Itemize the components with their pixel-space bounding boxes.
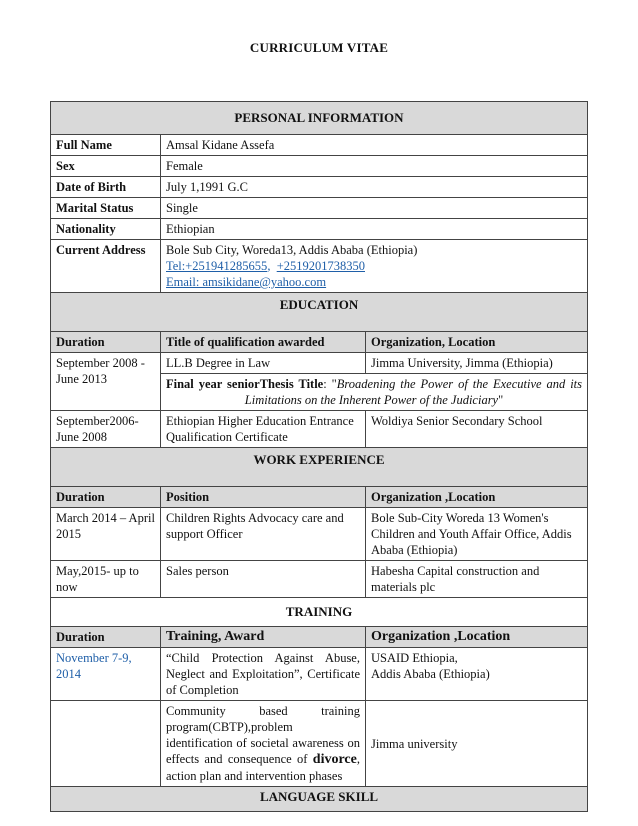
training-column-headers	[51, 627, 588, 648]
personal-info-heading: PERSONAL INFORMATION	[51, 102, 588, 135]
cv-table	[50, 101, 588, 812]
language-section-header	[51, 787, 588, 812]
sex-value: Female	[161, 156, 588, 177]
thesis-colon: : "	[323, 377, 337, 391]
personal-row	[51, 198, 588, 219]
training-org-line: USAID Ethiopia,	[371, 651, 458, 665]
training-org	[366, 648, 588, 701]
thesis-cell	[161, 374, 588, 411]
work-position: Sales person	[161, 561, 366, 598]
current-address-value	[161, 240, 588, 293]
date-of-birth-value: July 1,1991 G.C	[161, 177, 588, 198]
work-column-headers	[51, 487, 588, 508]
training-bold-word: divorce	[312, 752, 357, 767]
work-duration: March 2014 – April 2015	[51, 508, 161, 561]
address-line: Bole Sub City, Woreda13, Addis Ababa (Ethiopia)	[166, 243, 418, 257]
document-title: CURRICULUM VITAE	[249, 40, 389, 55]
work-section-header	[51, 448, 588, 487]
training-heading: TRAINING	[51, 598, 588, 627]
thesis-label: Final year seniorThesis Title	[166, 377, 324, 391]
training-title: “Child Protection Against Abuse, Neglect and Exploitation”, Certificate of Completion	[161, 648, 366, 701]
personal-row	[51, 156, 588, 177]
thesis-end: "	[498, 393, 504, 407]
training-col-org: Organization ,Location	[366, 627, 588, 648]
education-title: LL.B Degree in Law	[161, 353, 366, 374]
marital-status-value: Single	[161, 198, 588, 219]
phone-line	[166, 258, 582, 274]
table-row	[51, 561, 588, 598]
education-duration: September 2008 - June 2013	[51, 353, 161, 411]
date-of-birth-label: Date of Birth	[51, 177, 161, 198]
thesis-title: Broadening the Power of the Executive and its Limitations on the Inherent Power of the Judiciary	[244, 377, 583, 407]
email-line	[166, 274, 582, 290]
education-org: Jimma University, Jimma (Ethiopia)	[366, 353, 588, 374]
education-title: Ethiopian Higher Education Entrance Qualification Certificate	[161, 411, 366, 448]
work-col-duration: Duration	[51, 487, 161, 508]
work-org: Habesha Capital construction and materials plc	[366, 561, 588, 598]
work-col-org: Organization ,Location	[366, 487, 588, 508]
education-section-header	[51, 293, 588, 332]
full-name-label: Full Name	[51, 135, 161, 156]
phone-separator: ,	[267, 259, 271, 273]
sex-label: Sex	[51, 156, 161, 177]
table-row	[51, 701, 588, 787]
marital-status-label: Marital Status	[51, 198, 161, 219]
training-duration: November 7-9, 2014	[51, 648, 161, 701]
work-position: Children Rights Advocacy care and support Officer	[161, 508, 366, 561]
training-section-header	[51, 598, 588, 627]
language-heading: LANGUAGE SKILL	[51, 787, 588, 812]
table-row	[51, 648, 588, 701]
training-text: Community based training program(CBTP),problem identification of societal awareness on effects and consequence of	[166, 704, 360, 766]
training-org-line: Addis Ababa (Ethiopia)	[371, 667, 490, 681]
training-text: , action plan and intervention phases	[166, 752, 360, 783]
full-name-value: Amsal Kidane Assefa	[161, 135, 588, 156]
work-duration: May,2015- up to now	[51, 561, 161, 598]
education-column-headers	[51, 332, 588, 353]
education-col-title: Title of qualification awarded	[161, 332, 366, 353]
phone-link-2[interactable]: +2519201738350	[276, 259, 365, 273]
table-row	[51, 411, 588, 448]
personal-row	[51, 240, 588, 293]
work-org: Bole Sub-City Woreda 13 Women's Children and Youth Affair Office, Addis Ababa (Ethiopia)	[366, 508, 588, 561]
table-row	[51, 353, 588, 374]
training-title	[161, 701, 366, 787]
education-col-duration: Duration	[51, 332, 161, 353]
education-col-org: Organization, Location	[366, 332, 588, 353]
education-duration: September2006- June 2008	[51, 411, 161, 448]
personal-row	[51, 135, 588, 156]
personal-info-section-header	[51, 102, 588, 135]
personal-row	[51, 177, 588, 198]
current-address-label: Current Address	[51, 240, 161, 293]
table-row	[51, 508, 588, 561]
work-col-position: Position	[161, 487, 366, 508]
education-org: Woldiya Senior Secondary School	[366, 411, 588, 448]
training-duration	[51, 701, 161, 787]
nationality-value: Ethiopian	[161, 219, 588, 240]
training-col-training: Training, Award	[161, 627, 366, 648]
training-col-duration: Duration	[51, 627, 161, 648]
work-heading: WORK EXPERIENCE	[51, 448, 588, 487]
education-heading: EDUCATION	[51, 293, 588, 332]
nationality-label: Nationality	[51, 219, 161, 240]
phone-link[interactable]: Tel:+251941285655	[166, 259, 268, 273]
personal-row	[51, 219, 588, 240]
training-org: Jimma university	[366, 701, 588, 787]
email-link[interactable]: Email: amsikidane@yahoo.com	[166, 275, 327, 289]
